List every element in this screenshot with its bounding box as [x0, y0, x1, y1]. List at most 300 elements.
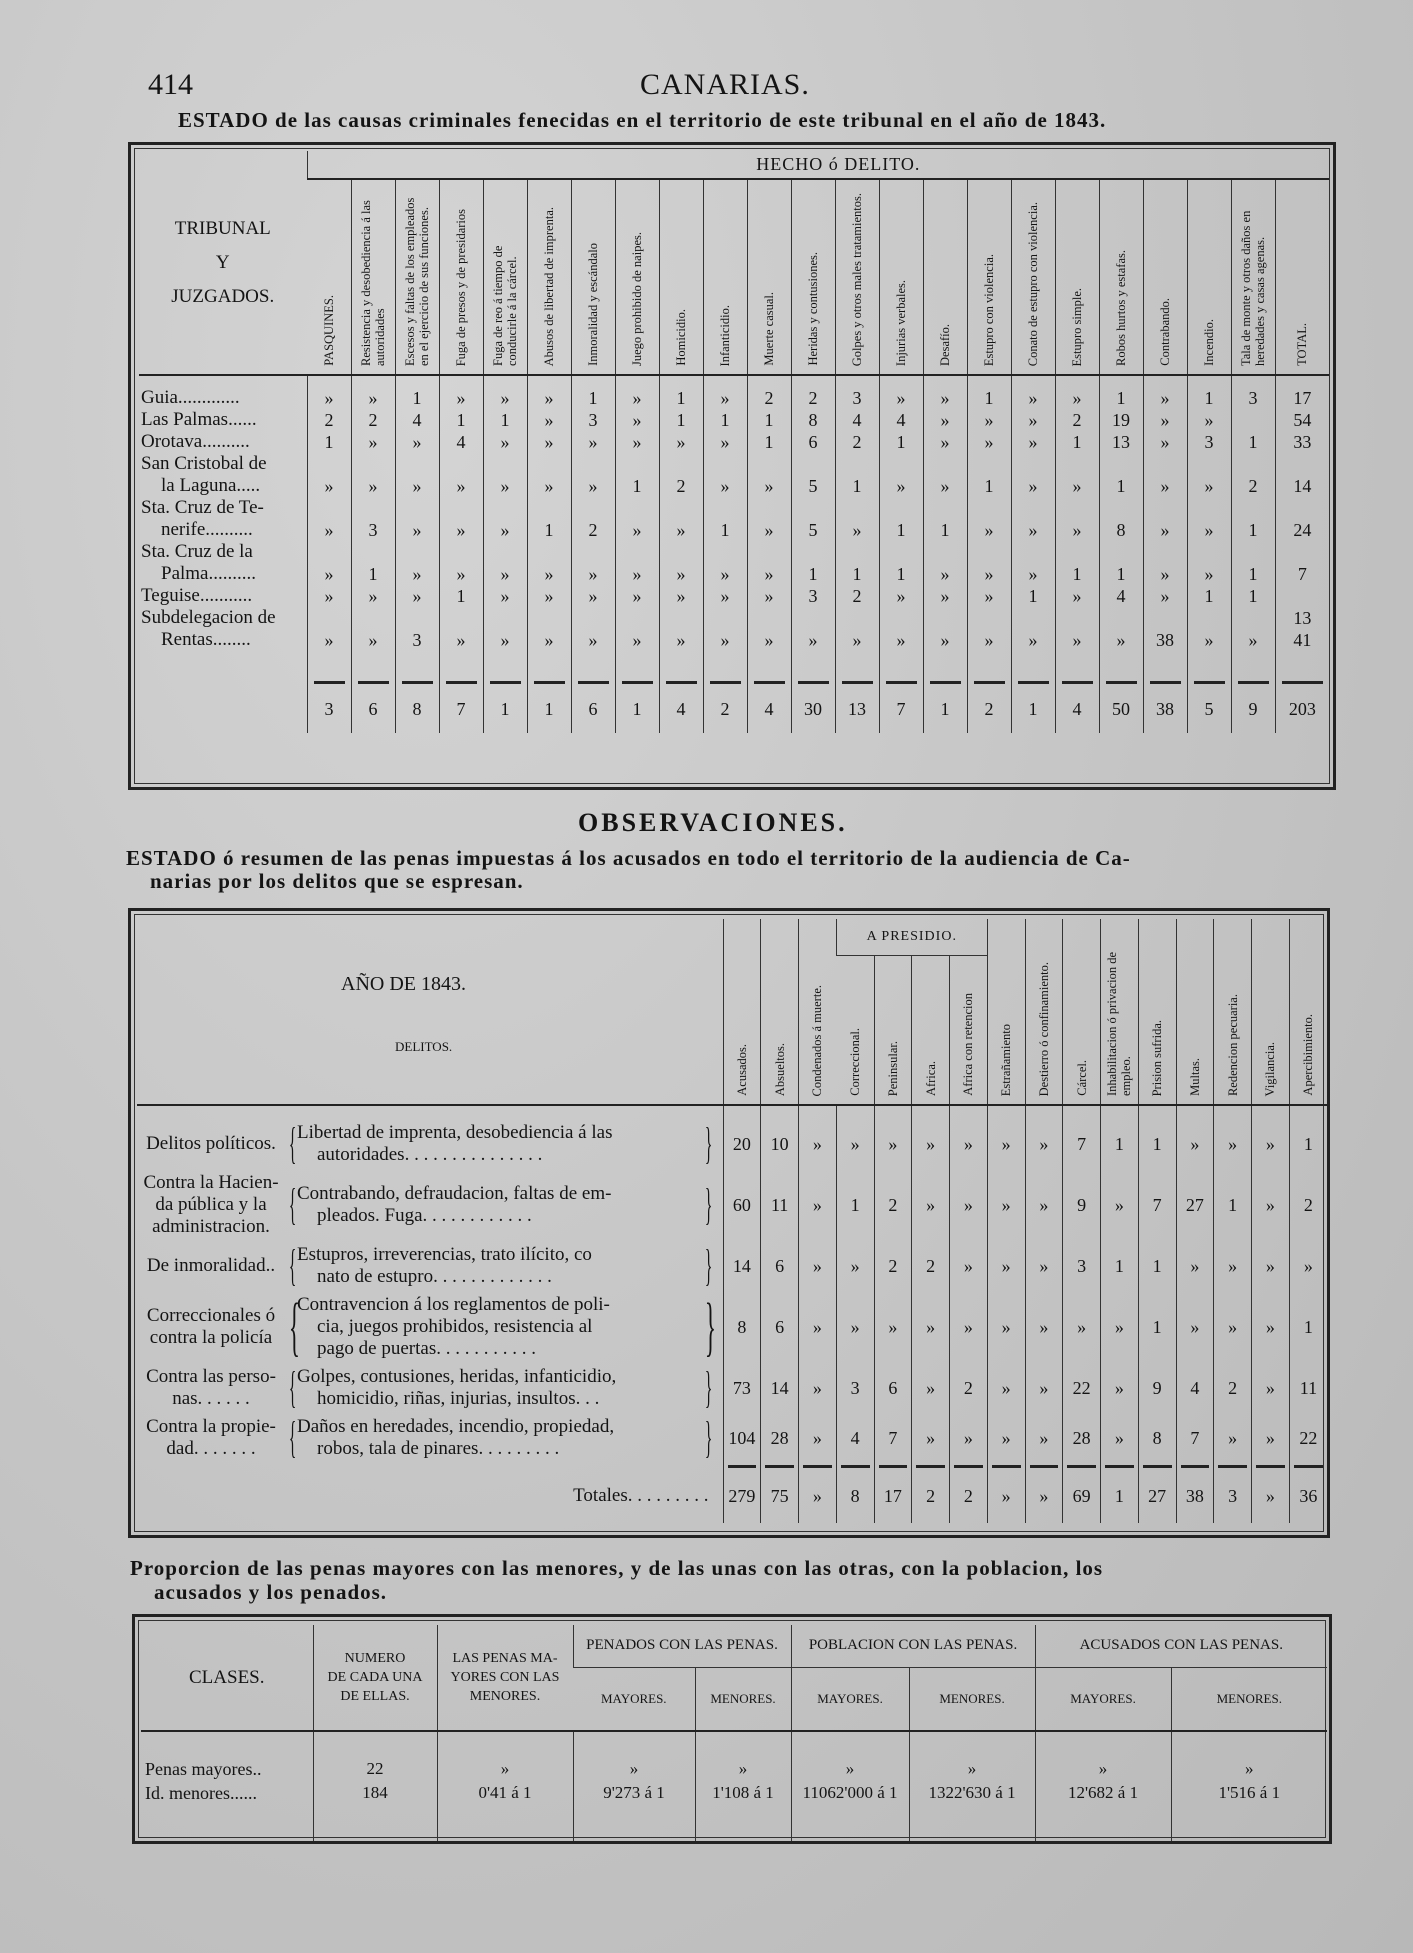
numero-line: DE CADA UNA [327, 1670, 423, 1685]
row-label [139, 453, 307, 497]
offence-description-line: pleados. Fuga. . . . . . . . . . . . [317, 1205, 532, 1226]
table-cell: » [879, 607, 923, 651]
cell-value: 13 [1293, 608, 1312, 628]
column-header-label: Heridas y contusiones. [806, 252, 820, 366]
table-cell: 20 [723, 1119, 761, 1169]
table-cell: » [351, 607, 395, 651]
offence-description [297, 1294, 701, 1360]
total-cell: 203 [1275, 685, 1329, 733]
offence-category-line: De inmoralidad.. [146, 1255, 276, 1276]
table-cell: 1 [879, 497, 923, 541]
table-cell: 1 [1231, 541, 1275, 585]
offence-cell [137, 1119, 723, 1169]
table-cell: » [967, 541, 1011, 585]
table-cell: » [483, 541, 527, 585]
table1-frame [128, 142, 1336, 790]
table-cell: » [659, 541, 703, 585]
table-cell: » [1099, 607, 1143, 651]
total-cell: 75 [761, 1469, 799, 1523]
table-cell: » [703, 585, 747, 607]
table-cell: 28 [1063, 1413, 1101, 1463]
column-header-label: Estupro con violencia. [982, 253, 996, 366]
total-cell: 3 [307, 685, 351, 733]
offence-category-line: Contra las perso- [146, 1366, 276, 1387]
table-cell: » [1101, 1413, 1139, 1463]
row-label [139, 409, 307, 431]
table-cell: 11 [1289, 1363, 1327, 1413]
table-cell: » [799, 1169, 837, 1241]
table-cell: 1 [659, 409, 703, 431]
row-label-line: la Laguna..... [161, 475, 261, 496]
column-header [879, 179, 923, 375]
table-cell: » [439, 497, 483, 541]
table-cell: » [615, 541, 659, 585]
column-header-label: Robos hurtos y estafas. [1114, 250, 1128, 366]
column-header-label: Condenados á muerte. [810, 984, 825, 1096]
column-header [1063, 919, 1101, 1105]
table-cell: » [967, 409, 1011, 431]
column-header [659, 179, 703, 375]
table-cell: » [1011, 431, 1055, 453]
table-row [139, 585, 1329, 607]
table-cell: 1 [1231, 431, 1275, 453]
column-header-label: Escesos y faltas de los empleados en el ejercicio de sus funciones. [403, 197, 431, 366]
table-cell: » [950, 1119, 988, 1169]
table-cell: 6 [874, 1363, 912, 1413]
table-row [141, 1757, 1327, 1781]
column-header [527, 179, 571, 375]
running-header [140, 68, 1320, 102]
column-header-label: Redencion pecuaria. [1225, 993, 1240, 1096]
table-cell: » [1176, 1291, 1214, 1363]
table-cell: 2 [1214, 1363, 1252, 1413]
table-cell: 1 [1231, 585, 1275, 607]
table-cell: 8 [791, 409, 835, 431]
table-cell: » [351, 387, 395, 409]
row-label-line: Subdelegacion de [141, 607, 276, 628]
table-row [137, 1241, 1327, 1291]
table-cell: » [1143, 497, 1187, 541]
table-cell: 2 [659, 453, 703, 497]
table2-title-line2: narias por los delitos que se espresan. [150, 869, 524, 893]
table-cell: 8 [1138, 1413, 1176, 1463]
table-cell: » [1063, 1291, 1101, 1363]
table-cell: » [395, 585, 439, 607]
row-label-line: Orotava.......... [141, 431, 250, 452]
table-row [139, 541, 1329, 585]
total-cell: 69 [1063, 1469, 1101, 1523]
total-cell: 4 [1055, 685, 1099, 733]
table-cell: » [1143, 541, 1187, 585]
table-cell: 1 [923, 497, 967, 541]
table-cell: » [1011, 607, 1055, 651]
table-cell: » [1143, 387, 1187, 409]
column-header [1214, 919, 1252, 1105]
table-cell: » [799, 1241, 837, 1291]
table-cell: 9 [1063, 1169, 1101, 1241]
penas-line: LAS PENAS MA- [452, 1651, 558, 1666]
table-cell: » [1055, 585, 1099, 607]
column-header [967, 179, 1011, 375]
menores-header: MENORES. [909, 1667, 1035, 1731]
table-cell: 1 [967, 453, 1011, 497]
table-cell: » [1055, 387, 1099, 409]
table-cell: » [836, 1241, 874, 1291]
offence-cell [137, 1363, 723, 1413]
table-cell: 0'41 á 1 [437, 1781, 573, 1805]
row-label-line: Sta. Cruz de Te- [141, 497, 264, 518]
total-cell: 36 [1289, 1469, 1327, 1523]
offence-description-line: robos, tala de pinares. . . . . . . . . [317, 1438, 560, 1459]
column-header [1055, 179, 1099, 375]
table-cell: » [395, 541, 439, 585]
offence-category-line: nas. . . . . . [172, 1388, 250, 1409]
offence-category [137, 1172, 285, 1238]
total-cell: 279 [723, 1469, 761, 1523]
table-cell: » [483, 387, 527, 409]
total-cell: » [1252, 1469, 1290, 1523]
table3-title-line2: acusados y los penados. [154, 1580, 388, 1604]
table-cell: » [791, 1757, 909, 1781]
column-header [923, 179, 967, 375]
table-cell: » [950, 1169, 988, 1241]
table-cell: » [1214, 1291, 1252, 1363]
table-cell: 6 [761, 1241, 799, 1291]
table-row [139, 607, 1329, 651]
table-cell: 38 [1143, 607, 1187, 651]
table-cell: » [527, 453, 571, 497]
column-header-label: Fuga de reo á tiempo de conducirle á la cárcel. [491, 245, 519, 366]
brace: { [288, 1290, 300, 1363]
table-cell: 8 [723, 1291, 761, 1363]
mayores-header: MAYORES. [791, 1667, 909, 1731]
table-cell: » [912, 1291, 950, 1363]
column-header [912, 955, 950, 1105]
table-cell: » [1011, 409, 1055, 431]
table-cell: 1 [1214, 1169, 1252, 1241]
table-cell: » [351, 585, 395, 607]
numero-line: NUMERO [344, 1651, 406, 1666]
total-cell: 1 [615, 685, 659, 733]
table-cell: » [1011, 453, 1055, 497]
table-cell: » [747, 541, 791, 585]
table-cell: » [923, 585, 967, 607]
table-cell: » [527, 585, 571, 607]
table-cell: » [439, 387, 483, 409]
row-label: Penas mayores.. [145, 1758, 262, 1779]
table-cell: » [703, 607, 747, 651]
table1 [139, 151, 1329, 733]
column-header-label: Golpes y otros males tratamientos. [850, 192, 864, 366]
table-cell: » [747, 497, 791, 541]
offence-description-line: nato de estupro. . . . . . . . . . . . . [317, 1266, 552, 1287]
table-cell: » [799, 1119, 837, 1169]
brace: } [704, 1241, 713, 1290]
table-cell: » [836, 1119, 874, 1169]
table-cell: » [615, 497, 659, 541]
offence-description [297, 1366, 701, 1410]
row-label-line: Teguise........... [141, 585, 253, 606]
table-cell: 11 [761, 1169, 799, 1241]
delitos-label: DELITOS. [395, 1039, 453, 1054]
total-cell: 6 [571, 685, 615, 733]
table-cell: » [1025, 1241, 1063, 1291]
table-cell: 1 [1138, 1241, 1176, 1291]
column-header-label: Cárcel. [1074, 1060, 1089, 1096]
table-cell: 3 [791, 585, 835, 607]
column-header-label: Destierro ó confinamiento. [1036, 961, 1051, 1096]
table-row [139, 497, 1329, 541]
table-cell: » [437, 1757, 573, 1781]
table-cell: 2 [351, 409, 395, 431]
offence-description-line: autoridades. . . . . . . . . . . . . . . [317, 1144, 543, 1165]
table-cell: 1 [1289, 1291, 1327, 1363]
table-cell: » [307, 541, 351, 585]
table-cell: 1 [659, 387, 703, 409]
total-cell: 2 [912, 1469, 950, 1523]
table-cell: » [703, 431, 747, 453]
column-header-label: Inmoralidad y escándalo [586, 243, 600, 366]
table-cell: 1 [791, 541, 835, 585]
table-cell: » [1187, 607, 1231, 651]
column-header [351, 179, 395, 375]
table-cell: 60 [723, 1169, 761, 1241]
table-cell: » [912, 1119, 950, 1169]
table-cell [1275, 585, 1329, 607]
table-cell: 7 [1176, 1413, 1214, 1463]
table-cell: » [571, 453, 615, 497]
column-header-label: Multas. [1187, 1058, 1202, 1096]
table-cell [1231, 409, 1275, 431]
table-cell: 33 [1275, 431, 1329, 453]
table-cell: » [571, 585, 615, 607]
table-cell: » [1025, 1119, 1063, 1169]
column-header [1025, 919, 1063, 1105]
table-cell: 2 [1231, 453, 1275, 497]
table-cell: » [1035, 1757, 1171, 1781]
column-header-label: Juego prohibido de naipes. [630, 231, 644, 366]
table-cell: » [835, 497, 879, 541]
offence-description [297, 1122, 701, 1166]
table-cell: » [987, 1291, 1025, 1363]
table-cell: » [1025, 1291, 1063, 1363]
offence-description-line: cia, juegos prohibidos, resistencia al [317, 1316, 593, 1337]
table-cell: 2 [835, 585, 879, 607]
row-label [139, 497, 307, 541]
table-cell: » [703, 541, 747, 585]
table-cell: 4 [439, 431, 483, 453]
table-cell: 1 [879, 431, 923, 453]
column-header-label: Vigilancia. [1263, 1041, 1278, 1096]
column-header [761, 919, 799, 1105]
table-cell: 1 [1101, 1119, 1139, 1169]
tribunal-line: Y [215, 251, 230, 273]
table-cell: » [351, 431, 395, 453]
offence-category-line: dad. . . . . . . [166, 1438, 256, 1459]
poblacion-header: POBLACION CON LAS PENAS. [791, 1625, 1035, 1667]
table-cell: 9 [1138, 1363, 1176, 1413]
offence-category-line: Contra la propie- [146, 1416, 276, 1437]
table-cell: 1 [1138, 1119, 1176, 1169]
column-header-label: Africa. [923, 1060, 938, 1096]
offence-cell [137, 1413, 723, 1463]
table-cell: » [615, 585, 659, 607]
table-cell: 1 [571, 387, 615, 409]
table-cell: 7 [1063, 1119, 1101, 1169]
table-cell: 1'516 á 1 [1171, 1781, 1327, 1805]
table-cell: » [659, 607, 703, 651]
table-cell: 2 [791, 387, 835, 409]
totals-row [139, 685, 1329, 733]
table-cell: » [571, 431, 615, 453]
table-cell: 104 [723, 1413, 761, 1463]
table-cell: 5 [791, 453, 835, 497]
mayores-header: MAYORES. [600, 1690, 667, 1706]
table-cell: » [527, 409, 571, 431]
table-cell: 3 [571, 409, 615, 431]
brace: } [704, 1119, 713, 1168]
column-header-label: Inhabilitacion ó privacion de empleo. [1105, 951, 1134, 1096]
tribunal-header [139, 151, 307, 375]
table-cell: 24 [1275, 497, 1329, 541]
table-cell [1275, 607, 1329, 651]
column-header-label: Apercibimiento. [1301, 1014, 1316, 1096]
table-cell: » [967, 607, 1011, 651]
column-header-label: Infanticidio. [718, 304, 732, 366]
total-cell: 4 [747, 685, 791, 733]
table-cell: 12'682 á 1 [1035, 1781, 1171, 1805]
column-header-label: Injurias verbales. [894, 279, 908, 366]
table-cell: » [1252, 1413, 1290, 1463]
table-cell: » [1252, 1363, 1290, 1413]
row-label-line: Rentas........ [161, 629, 251, 650]
offence-description-line: Libertad de imprenta, desobediencia á las [297, 1122, 613, 1143]
total-cell: 9 [1231, 685, 1275, 733]
table-cell: » [987, 1241, 1025, 1291]
column-header-label: Muerte casual. [762, 292, 776, 366]
table-cell: » [923, 409, 967, 431]
column-header [307, 179, 351, 375]
total-cell: 1 [1011, 685, 1055, 733]
total-cell: 1 [483, 685, 527, 733]
table-cell: 8 [1099, 497, 1143, 541]
column-header-label: Contrabando. [1158, 298, 1172, 366]
column-header-label: Africa con retencion [961, 993, 976, 1096]
table3-title-line1: Proporcion de las penas mayores con las menores, y de las unas con las otras, con la poblacion, los [130, 1556, 1104, 1580]
table-cell: 3 [1231, 387, 1275, 409]
table-cell: » [1214, 1413, 1252, 1463]
column-header-label: PASQUINES. [321, 295, 336, 366]
cell-value: 41 [1293, 630, 1312, 650]
total-cell: 5 [1187, 685, 1231, 733]
table-cell: 9'273 á 1 [573, 1781, 695, 1805]
offence-description [297, 1416, 701, 1460]
column-header [571, 179, 615, 375]
column-header [835, 179, 879, 375]
table-cell: 3 [1187, 431, 1231, 453]
table-cell: » [987, 1413, 1025, 1463]
table-cell: » [395, 453, 439, 497]
table2 [137, 919, 1327, 1523]
offence-category [137, 1305, 285, 1349]
table-cell: » [307, 453, 351, 497]
table-row [139, 453, 1329, 497]
offence-category [137, 1416, 285, 1460]
table-cell: 1 [1099, 541, 1143, 585]
table-cell: 14 [723, 1241, 761, 1291]
table-cell: 1'108 á 1 [695, 1781, 791, 1805]
brace: } [704, 1413, 713, 1462]
total-cell: 13 [835, 685, 879, 733]
table-cell: » [967, 585, 1011, 607]
total-cell: 7 [439, 685, 483, 733]
table-cell: » [1011, 497, 1055, 541]
table-cell: 5 [791, 497, 835, 541]
table-cell: » [1231, 607, 1275, 651]
numero-header [313, 1625, 437, 1731]
table-row [139, 409, 1329, 431]
table-cell: 1 [835, 541, 879, 585]
column-header [1011, 179, 1055, 375]
column-header [791, 179, 835, 375]
table-cell: 6 [791, 431, 835, 453]
table-cell: » [615, 431, 659, 453]
table-cell: » [874, 1119, 912, 1169]
totals-label [139, 685, 307, 733]
column-header [799, 919, 837, 1105]
column-header [439, 179, 483, 375]
table-cell: 22 [1063, 1363, 1101, 1413]
table-cell: 4 [1176, 1363, 1214, 1413]
table-cell: 14 [761, 1363, 799, 1413]
table-cell: 4 [879, 409, 923, 431]
brace: { [288, 1119, 297, 1168]
table-cell: » [1143, 409, 1187, 431]
table-cell: » [747, 607, 791, 651]
offence-description-line: Golpes, contusiones, heridas, infanticidio, [297, 1366, 617, 1387]
row-label: Id. menores...... [145, 1782, 257, 1803]
table-cell: » [791, 607, 835, 651]
offence-category-line: Contra la Hacien- [143, 1172, 279, 1193]
column-header-label: Peninsular. [885, 1040, 900, 1096]
totals-row [137, 1469, 1327, 1523]
column-header [1275, 179, 1329, 375]
table-cell: » [967, 497, 1011, 541]
table-cell: 2 [835, 431, 879, 453]
table-cell: 2 [912, 1241, 950, 1291]
table-cell: 4 [395, 409, 439, 431]
table-cell: » [1252, 1241, 1290, 1291]
total-cell: 8 [836, 1469, 874, 1523]
table-cell: » [483, 453, 527, 497]
table-cell: » [950, 1241, 988, 1291]
menores-header: MENORES. [1171, 1667, 1327, 1731]
total-cell: » [799, 1469, 837, 1523]
table-cell: 3 [351, 497, 395, 541]
offence-cell [137, 1169, 723, 1241]
table-cell: » [835, 607, 879, 651]
column-header [987, 919, 1025, 1105]
table-cell: » [1176, 1119, 1214, 1169]
offence-cell [137, 1241, 723, 1291]
offence-description-line: Daños en heredades, incendio, propiedad, [297, 1416, 615, 1437]
table3 [141, 1625, 1327, 1841]
table-cell: » [1187, 453, 1231, 497]
clases-header: CLASES. [189, 1666, 265, 1688]
table-cell: 1 [703, 409, 747, 431]
column-header-label: Estupro simple. [1070, 287, 1084, 366]
table-cell: » [987, 1363, 1025, 1413]
